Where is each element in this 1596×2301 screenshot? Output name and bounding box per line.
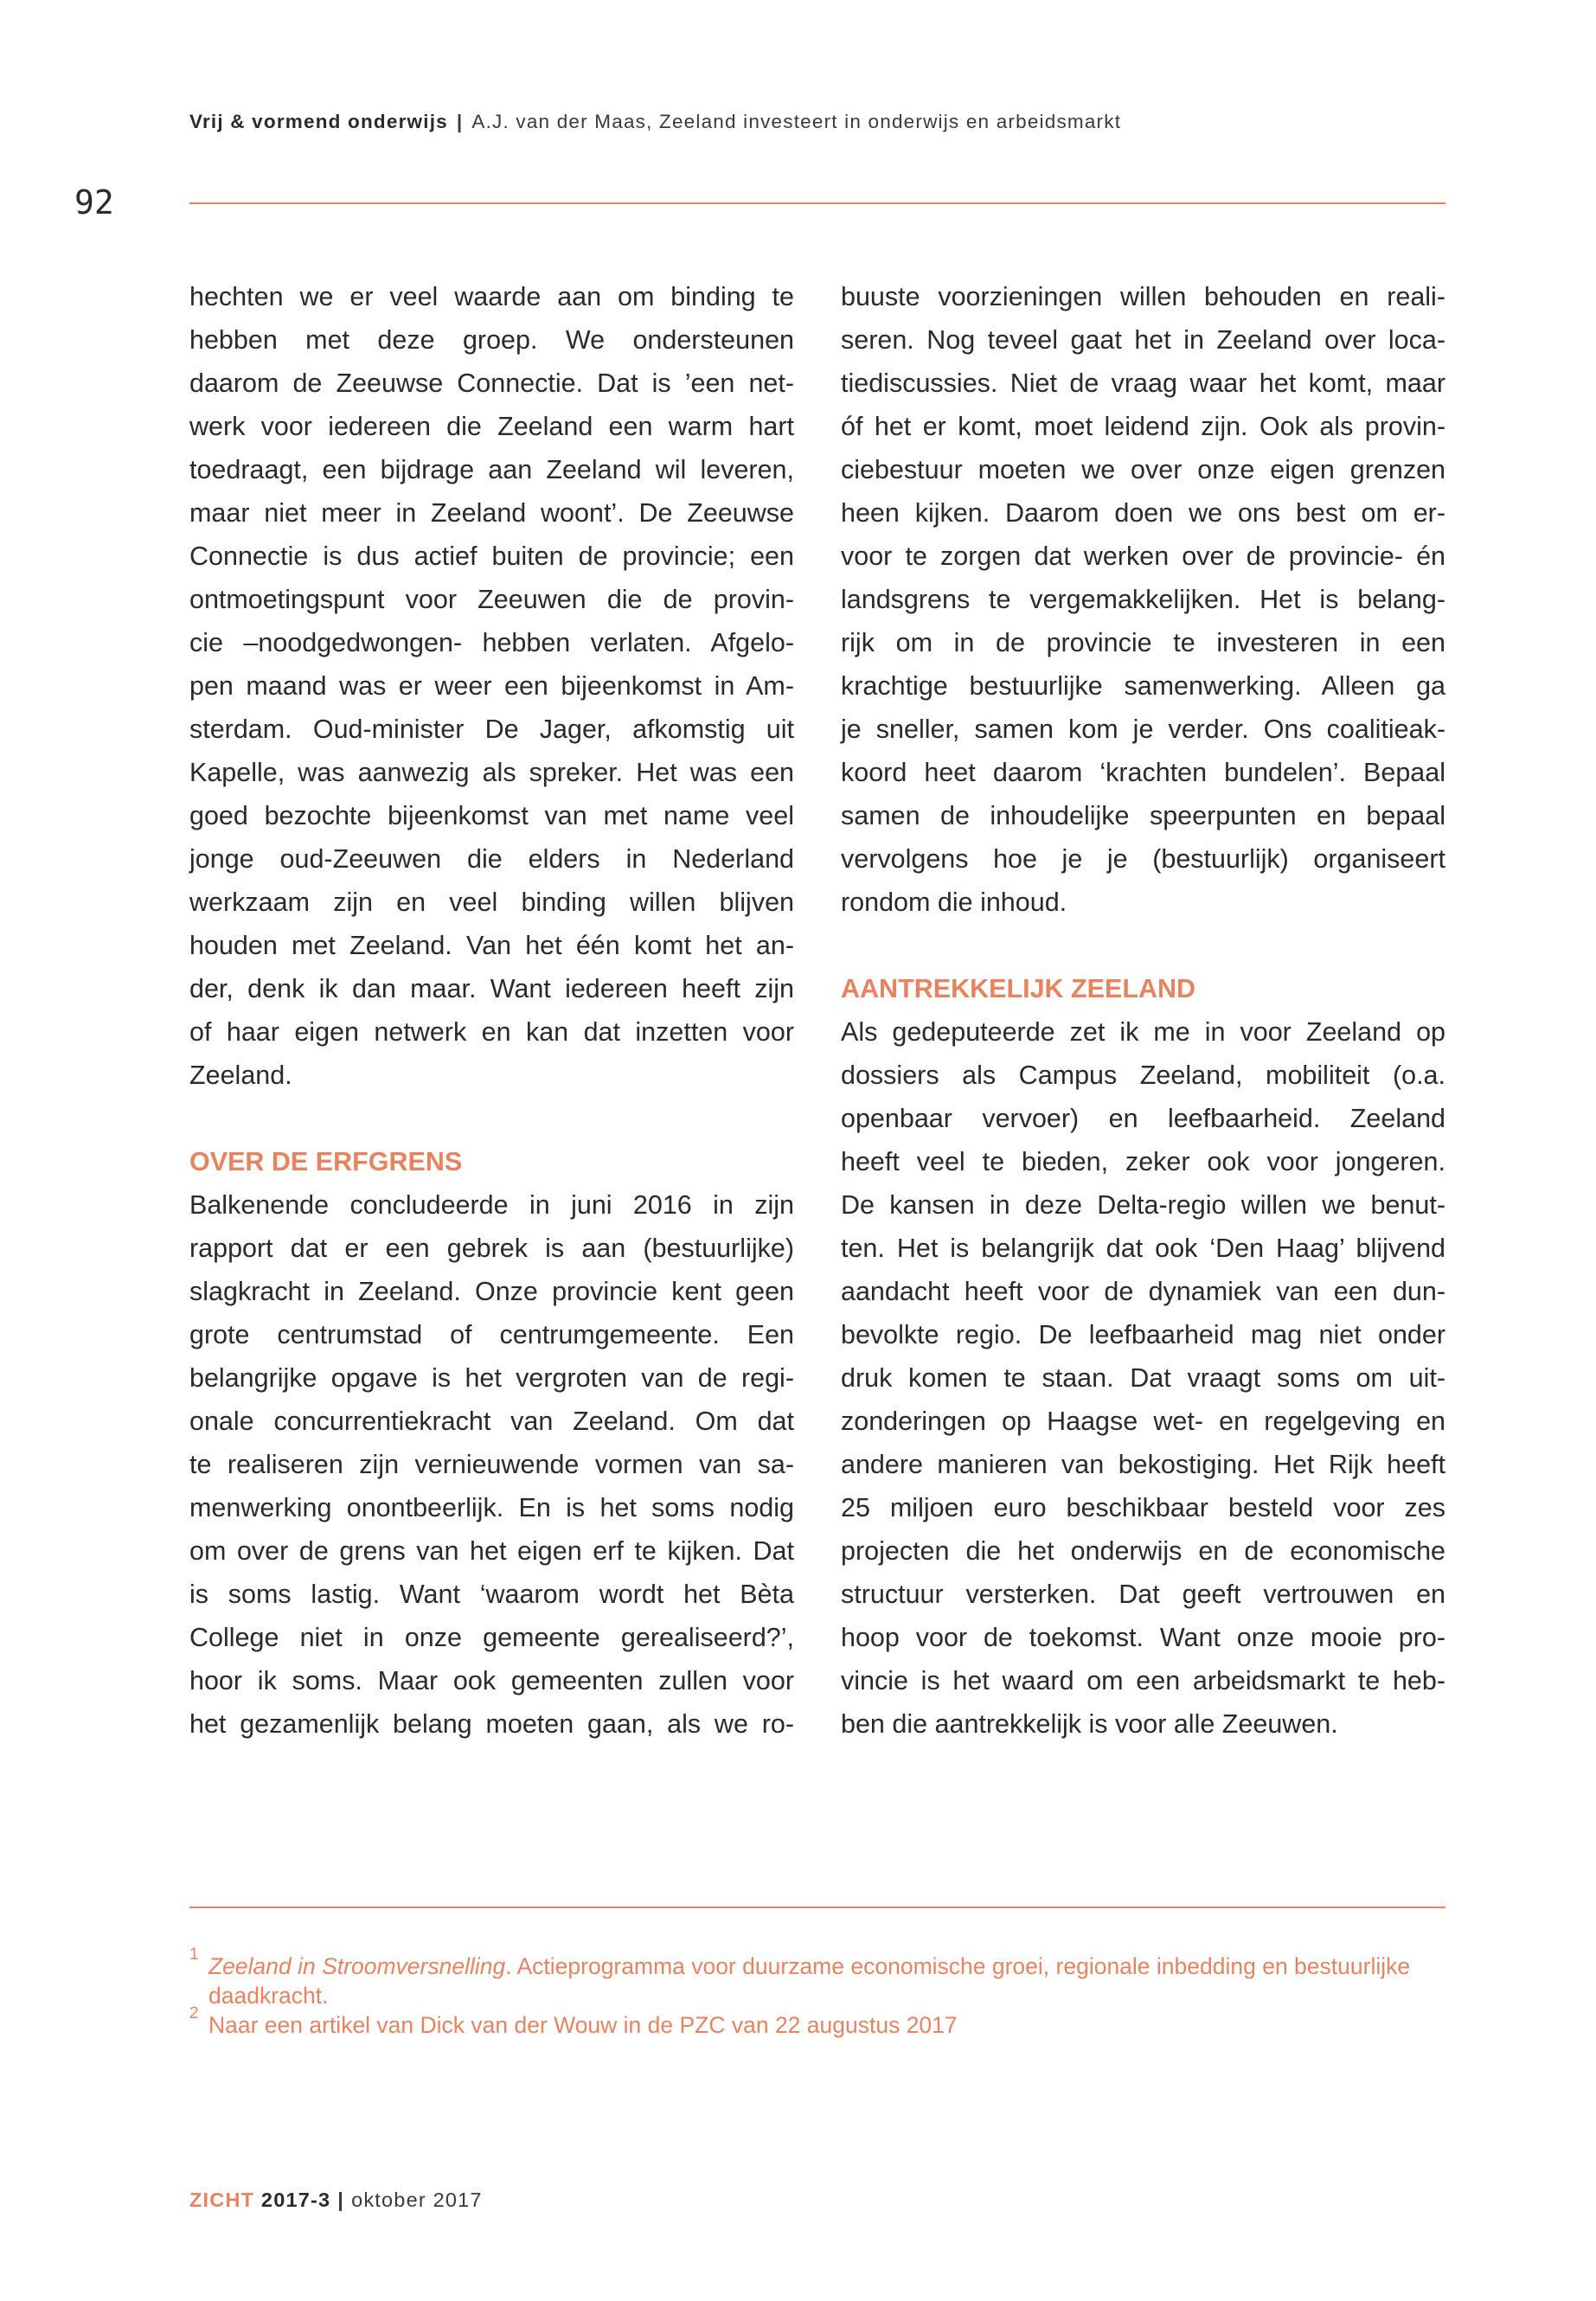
text-line: Als gedeputeerde zet ik me in voor Zeeland op	[841, 1017, 1445, 1047]
text-line: rijk om in de provincie te investeren in een	[841, 628, 1445, 657]
text-line: is soms lastig. Want ‘waarom wordt het Bèta	[189, 1580, 794, 1609]
right-paragraph-1	[841, 275, 1445, 924]
text-line: seren. Nog teveel gaat het in Zeeland over loca-	[841, 325, 1445, 355]
text-line: vincie is het waard om een arbeidsmarkt te heb-	[841, 1666, 1445, 1695]
text-line: koord heet daarom ‘krachten bundelen’. Bepaal	[841, 758, 1445, 787]
text-line: openbaar vervoer) en leefbaarheid. Zeeland	[841, 1104, 1445, 1133]
text-line: zonderingen op Haagse wet- en regelgeving en	[841, 1407, 1445, 1436]
text-line: buuste voorzieningen willen behouden en reali-	[841, 282, 1445, 311]
header-divider	[189, 202, 1445, 204]
text-line: of haar eigen netwerk en kan dat inzetten voor	[189, 1017, 794, 1047]
text-line: structuur versterken. Dat geeft vertrouwen en	[841, 1580, 1445, 1609]
running-head-article: A.J. van der Maas, Zeeland investeert in onderwijs en arbeidsmarkt	[471, 111, 1122, 132]
page-number: 92	[74, 183, 114, 221]
text-line: 25 miljoen euro beschikbaar besteld voor zes	[841, 1493, 1445, 1522]
text-line: projecten die het onderwijs en de economische	[841, 1536, 1445, 1566]
text-line: goed bezochte bijeenkomst van met name veel	[189, 801, 794, 830]
left-column	[189, 275, 794, 1746]
text-line: druk komen te staan. Dat vraagt soms om uit-	[841, 1363, 1445, 1393]
footer-issue: 2017-3	[260, 2189, 331, 2211]
footnote-divider	[189, 1907, 1445, 1908]
footer-date: oktober 2017	[351, 2189, 483, 2211]
footnote-number: 2	[189, 2004, 199, 2022]
text-line: hechten we er veel waarde aan om binding te	[189, 282, 794, 311]
footnote-title: Zeeland in Stroomversnelling	[208, 1953, 506, 1979]
footnote-2	[189, 2004, 1445, 2040]
paragraph-spacer	[841, 924, 1445, 967]
running-head-series: Vrij & vormend onderwijs	[189, 111, 448, 132]
text-line: pen maand was er weer een bijeenkomst in Am-	[189, 671, 794, 701]
footnotes	[189, 1945, 1445, 2040]
text-line: landsgrens te vergemakkelijken. Het is belang-	[841, 585, 1445, 614]
text-line: rondom die inhoud.	[841, 888, 1067, 917]
text-line: rapport dat er een gebrek is aan (bestuurlijke)	[189, 1234, 794, 1263]
text-line: andere manieren van bekostiging. Het Rijk heeft	[841, 1450, 1445, 1479]
text-line: vervolgens hoe je je (bestuurlijk) organiseert	[841, 844, 1445, 874]
right-column	[841, 275, 1445, 1746]
section-heading-erfgrens: OVER DE ERFGRENS	[189, 1147, 463, 1176]
text-line: ontmoetingspunt voor Zeeuwen die de provin-	[189, 585, 794, 614]
text-line: menwerking onontbeerlijk. En is het soms nodig	[189, 1493, 794, 1522]
text-line: Zeeland.	[189, 1061, 292, 1090]
text-line: om over de grens van het eigen erf te kijken. Dat	[189, 1536, 794, 1566]
running-head	[189, 111, 1121, 133]
text-line: ben die aantrekkelijk is voor alle Zeeuwen.	[841, 1709, 1338, 1739]
text-line: heen kijken. Daarom doen we ons best om er-	[841, 498, 1445, 528]
text-line: werk voor iedereen die Zeeland een warm hart	[189, 412, 794, 441]
footnote-number: 1	[189, 1945, 199, 1964]
footnote-text: Naar een artikel van Dick van der Wouw in de PZC van 22 augustus 2017	[208, 2012, 958, 2038]
text-line: sterdam. Oud-minister De Jager, afkomstig uit	[189, 715, 794, 744]
text-line: tiediscussies. Niet de vraag waar het komt, maar	[841, 369, 1445, 398]
footer-separator: |	[337, 2189, 345, 2211]
text-line: werkzaam zijn en veel binding willen blijven	[189, 888, 794, 917]
text-line: ten. Het is belangrijk dat ook ‘Den Haag’ blijvend	[841, 1234, 1445, 1263]
text-line: te realiseren zijn vernieuwende vormen van sa-	[189, 1450, 794, 1479]
text-line: der, denk ik dan maar. Want iedereen heeft zijn	[189, 974, 794, 1003]
running-head-separator: |	[456, 111, 464, 132]
text-line: heeft veel te bieden, zeker ook voor jongeren.	[841, 1147, 1445, 1176]
text-line: College niet in onze gemeente gerealiseerd?’,	[189, 1623, 794, 1652]
text-line: houden met Zeeland. Van het één komt het an-	[189, 931, 794, 960]
left-paragraph-1	[189, 275, 794, 1097]
text-line: bevolkte regio. De leefbaarheid mag niet onder	[841, 1320, 1445, 1349]
right-paragraph-2	[841, 1010, 1445, 1746]
text-line: dossiers als Campus Zeeland, mobiliteit (o.a.	[841, 1061, 1445, 1090]
text-line: Connectie is dus actief buiten de provincie; een	[189, 542, 794, 571]
text-line: De kansen in deze Delta-regio willen we benut-	[841, 1190, 1445, 1220]
text-line: het gezamenlijk belang moeten gaan, als we ro-	[189, 1709, 794, 1739]
text-line: Kapelle, was aanwezig als spreker. Het was een	[189, 758, 794, 787]
text-line: voor te zorgen dat werken over de provincie- én	[841, 542, 1445, 571]
text-line: hoop voor de toekomst. Want onze mooie pro-	[841, 1623, 1445, 1652]
text-line: hebben met deze groep. We ondersteunen	[189, 325, 794, 355]
text-line: je sneller, samen kom je verder. Ons coalitieak-	[841, 715, 1445, 744]
text-line: óf het er komt, moet leidend zijn. Ook als provin-	[841, 412, 1445, 441]
text-line: cie –noodgedwongen- hebben verlaten. Afgelo-	[189, 628, 794, 657]
footnote-1	[189, 1945, 1445, 2010]
text-line: toedraagt, een bijdrage aan Zeeland wil leveren,	[189, 455, 794, 484]
paragraph-spacer	[189, 1097, 794, 1140]
section-heading-aantrekkelijk: AANTREKKELIJK ZEELAND	[841, 974, 1196, 1003]
text-line: hoor ik soms. Maar ook gemeenten zullen voor	[189, 1666, 794, 1695]
footer-brand: ZICHT	[189, 2189, 255, 2211]
text-line: maar niet meer in Zeeland woont’. De Zeeuwse	[189, 498, 794, 528]
text-line: ciebestuur moeten we over onze eigen grenzen	[841, 455, 1445, 484]
page-footer	[189, 2189, 483, 2212]
text-line: daarom de Zeeuwse Connectie. Dat is ’een net-	[189, 369, 794, 398]
text-line: grote centrumstad of centrumgemeente. Een	[189, 1320, 794, 1349]
text-line: krachtige bestuurlijke samenwerking. Alleen ga	[841, 671, 1445, 701]
left-paragraph-2	[189, 1183, 794, 1746]
text-line: jonge oud-Zeeuwen die elders in Nederland	[189, 844, 794, 874]
text-line: Balkenende concludeerde in juni 2016 in zijn	[189, 1190, 794, 1220]
text-line: belangrijke opgave is het vergroten van de regi-	[189, 1363, 794, 1393]
text-line: aandacht heeft voor de dynamiek van een dun-	[841, 1277, 1445, 1306]
footnote-text: . Actieprogramma voor duurzame economische groei, regionale inbedding en bestuurlijke daadkracht.	[208, 1953, 1411, 2009]
text-line: samen de inhoudelijke speerpunten en bepaal	[841, 801, 1445, 830]
text-line: onale concurrentiekracht van Zeeland. Om dat	[189, 1407, 794, 1436]
text-line: slagkracht in Zeeland. Onze provincie kent geen	[189, 1277, 794, 1306]
